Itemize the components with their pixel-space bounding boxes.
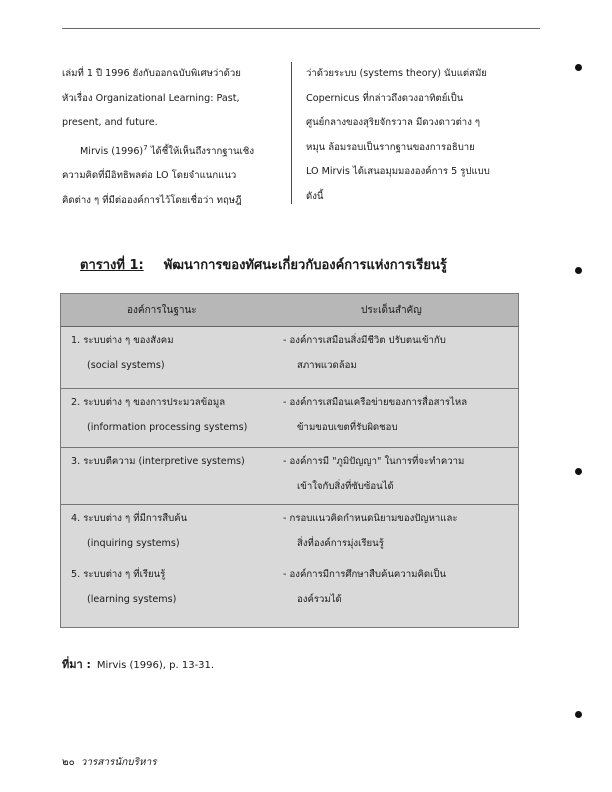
table-caption-label: ตารางที่ 1: [80, 258, 144, 273]
page-footer [62, 755, 157, 770]
cell-line: (information processing systems) [87, 422, 248, 433]
left-line: เล่มที่ 1 ปี 1996 ยังกับออกฉบับพิเศษว่าด้วย [62, 68, 241, 79]
row-divider [61, 388, 518, 389]
right-line: ศูนย์กลางของสุริยจักรวาล มีดวงดาวต่าง ๆ [306, 117, 481, 128]
column-divider [291, 62, 292, 204]
table-source [62, 655, 214, 673]
table-cell [71, 328, 281, 378]
cell-line: 5. ระบบต่าง ๆ ที่เรียนรู้ [71, 569, 166, 580]
row-divider [61, 504, 518, 505]
right-line: LO Mirvis ได้เสนอมุมมององค์การ 5 รูปแบบ [306, 166, 490, 177]
table-cell [71, 449, 281, 474]
margin-bullet [575, 267, 582, 274]
margin-bullet [575, 711, 582, 718]
left-line: หัวเรื่อง Organizational Learning: Past, [62, 92, 240, 104]
cell-line: 4. ระบบต่าง ๆ ที่มีการสืบค้น [71, 513, 188, 524]
citation: Mirvis (1996) [80, 145, 144, 157]
right-text-column [306, 62, 534, 209]
cell-line: 1. ระบบต่าง ๆ ของสังคม [71, 335, 174, 346]
page-number: ๒๐ [62, 757, 75, 768]
left-text-column [62, 62, 278, 213]
margin-bullet [575, 468, 582, 475]
cell-line: สิ่งที่องค์การมุ่งเรียนรู้ [297, 538, 384, 549]
data-table [60, 293, 519, 628]
table-cell [283, 449, 511, 499]
right-line: Copernicus ที่กล่าวถึงดวงอาทิตย์เป็น [306, 92, 464, 104]
source-label: ที่มา : [62, 658, 91, 671]
cell-line: เข้าใจกับสิ่งที่ซับซ้อนได้ [297, 481, 394, 492]
cell-line: 3. ระบบตีความ (interpretive systems) [71, 456, 245, 467]
table-cell [71, 390, 281, 440]
table-cell [283, 390, 511, 440]
source-text: Mirvis (1996), p. 13-31. [96, 660, 215, 671]
right-line: หมุน ล้อมรอบเป็นรากฐานของการอธิบาย [306, 141, 475, 153]
cell-line: - องค์การเสมือนสิ่งมีชีวิต ปรับตนเข้ากับ [283, 335, 446, 346]
cell-line: สภาพแวดล้อม [297, 360, 357, 371]
journal-name: วารสารนักบริหาร [80, 757, 157, 768]
table-cell [71, 506, 281, 556]
left-line-tail: ได้ชี้ให้เห็นถึงรากฐานเชิง [147, 145, 254, 157]
row-divider [61, 447, 518, 448]
left-line: present, and future. [62, 117, 158, 128]
table-header [61, 294, 518, 327]
footnote-marker: 7 [143, 143, 148, 152]
cell-line: - องค์การมีการศึกษาสืบค้นความคิดเป็น [283, 569, 447, 580]
table-cell [283, 506, 511, 556]
cell-line: 2. ระบบต่าง ๆ ของการประมวลข้อมูล [71, 397, 226, 408]
cell-line: - กรอบแนวคิดกำหนดนิยามของปัญหาและ [283, 513, 458, 524]
left-line: คิดต่าง ๆ ที่มีต่อองค์การไว้โดยเชื่อว่า ทฤษฎี [62, 194, 242, 206]
right-line: ดังนี้ [306, 190, 324, 202]
table-caption [80, 254, 447, 275]
cell-line: องค์รวมได้ [297, 594, 342, 605]
table-caption-title: พัฒนาการของทัศนะเกี่ยวกับองค์การแห่งการเรียนรู้ [163, 258, 447, 273]
cell-line: (learning systems) [87, 594, 177, 605]
table-header-cell: ประเด็นสำคัญ [361, 305, 422, 316]
top-rule [62, 28, 540, 29]
table-header-cell: องค์การในฐานะ [127, 305, 197, 316]
cell-line: (inquiring systems) [87, 538, 180, 549]
margin-bullet [575, 64, 582, 71]
table-cell [283, 562, 511, 612]
table-cell [283, 328, 511, 378]
left-line-with-footnote [62, 136, 278, 165]
cell-line: - องค์การเสมือนเครือข่ายของการสื่อสารไหล [283, 397, 468, 408]
left-line: ความคิดที่มีอิทธิพลต่อ LO โดยจำแนกแนว [62, 170, 237, 182]
table-cell [71, 562, 281, 612]
cell-line: ข้ามขอบเขตที่รับผิดชอบ [297, 422, 398, 433]
cell-line: - องค์การมี "ภูมิปัญญา" ในการที่จะทำความ [283, 456, 465, 467]
right-line: ว่าด้วยระบบ (systems theory) นับแต่สมัย [306, 68, 487, 79]
cell-line: (social systems) [87, 360, 165, 371]
